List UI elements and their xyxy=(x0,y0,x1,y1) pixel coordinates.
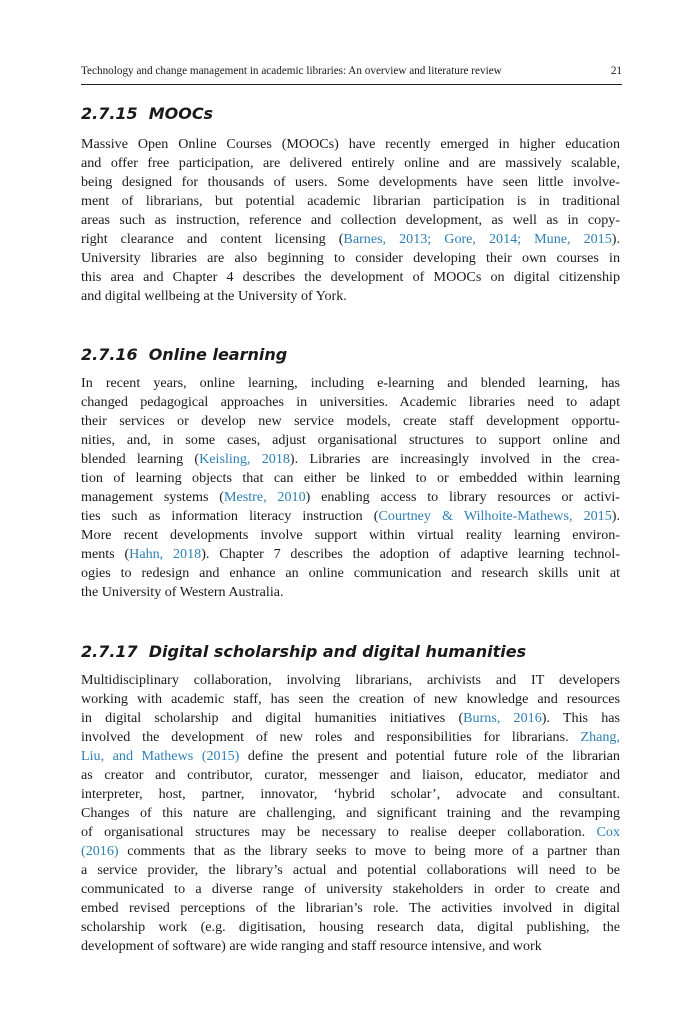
section-body-online-learning xyxy=(81,374,620,602)
section-heading-online-learning xyxy=(81,345,287,365)
text-line: ments (Hahn, 2018). Chapter 7 describes the adoption of adaptive learning technol- xyxy=(81,546,620,562)
text-line: management systems (Mestre, 2010) enabling access to library resources or activi- xyxy=(81,489,620,505)
text-line: ment of librarians, but potential academic librarian participation is in traditional xyxy=(81,193,620,209)
text-line: scholarship work (e.g. digitisation, housing research data, digital publishing, the xyxy=(81,919,620,935)
citation-link[interactable]: Burns, 2016 xyxy=(463,710,542,726)
section-title: Online learning xyxy=(148,345,288,364)
section-heading-moocs xyxy=(81,104,213,124)
text-line: and digital wellbeing at the University of York. xyxy=(81,288,347,304)
citation-link[interactable]: Cox xyxy=(596,824,620,840)
text-line: a service provider, the library’s actual and potential collaborations will need to be xyxy=(81,862,620,878)
text-line: areas such as instruction, reference and collection development, as well as in copy- xyxy=(81,212,620,228)
text-line: and offer free participation, are delivered entirely online and are massively scalable, xyxy=(81,155,620,171)
text-line: ogies to redesign and enhance an online communication and research skills unit at xyxy=(81,565,620,581)
section-number: 2.7.15 xyxy=(81,104,138,123)
section-title: Digital scholarship and digital humanities xyxy=(148,642,527,661)
citation-link[interactable]: Courtney & Wilhoite-Mathews, 2015 xyxy=(378,508,612,524)
section-body-moocs xyxy=(81,135,620,306)
text-line: Massive Open Online Courses (MOOCs) have recently emerged in higher education xyxy=(81,136,620,152)
text-line: of organisational structures may be necessary to realise deeper collaboration. Cox xyxy=(81,824,620,840)
text-line: being designed for thousands of users. Some developments have seen little involve- xyxy=(81,174,620,190)
text-line: as creator and contributor, curator, messenger and liaison, educator, mediator and xyxy=(81,767,620,783)
section-title: MOOCs xyxy=(148,104,214,123)
section-body-digital-scholarship xyxy=(81,671,620,956)
text-line: embed revised perceptions of the librarian’s role. The activities involved in digital xyxy=(81,900,620,916)
citation-link[interactable]: Barnes, 2013; Gore, 2014; Mune, 2015 xyxy=(343,231,612,247)
section-heading-digital-scholarship xyxy=(81,642,526,662)
text-line: working with academic staff, has seen the creation of new knowledge and resources xyxy=(81,691,620,707)
text-line: More recent developments involve support within virtual reality learning environ- xyxy=(81,527,620,543)
text-line: interpreter, host, partner, innovator, ‘hybrid scholar’, advocate and consultant. xyxy=(81,786,620,802)
text-line: their services or develop new service models, create staff development opportu- xyxy=(81,413,620,429)
citation-link[interactable]: Hahn, 2018 xyxy=(129,546,202,562)
running-header xyxy=(81,64,622,85)
text-line: tion of learning objects that can either be linked to or embedded within learning xyxy=(81,470,620,486)
text-line: right clearance and content licensing (Barnes, 2013; Gore, 2014; Mune, 2015). xyxy=(81,231,620,247)
text-line: the University of Western Australia. xyxy=(81,584,284,600)
text-line: In recent years, online learning, including e-learning and blended learning, has xyxy=(81,375,620,391)
text-line: ties such as information literacy instruction (Courtney & Wilhoite-Mathews, 2015). xyxy=(81,508,620,524)
text-line: changed pedagogical approaches in universities. Academic libraries need to adapt xyxy=(81,394,620,410)
text-line: involved the development of new roles and responsibilities for librarians. Zhang, xyxy=(81,729,620,745)
citation-link[interactable]: Zhang, xyxy=(580,729,620,745)
text-line: in digital scholarship and digital humanities initiatives (Burns, 2016). This has xyxy=(81,710,620,726)
citation-link[interactable]: Liu, and Mathews (2015) xyxy=(81,748,240,764)
text-line: blended learning (Keisling, 2018). Libraries are increasingly involved in the crea- xyxy=(81,451,620,467)
text-line: development of software) are wide ranging and staff resource intensive, and work xyxy=(81,938,542,954)
citation-link[interactable]: Keisling, 2018 xyxy=(199,451,290,467)
section-number: 2.7.17 xyxy=(81,642,138,661)
text-line: (2016) comments that as the library seeks to move to being more of a partner than xyxy=(81,843,620,859)
page-number: 21 xyxy=(610,65,622,77)
citation-link[interactable]: (2016) xyxy=(81,843,119,859)
citation-link[interactable]: Mestre, 2010 xyxy=(223,489,306,505)
section-number: 2.7.16 xyxy=(81,345,138,364)
text-line: nities, and, in some cases, adjust organisational structures to support online and xyxy=(81,432,620,448)
running-header-title: Technology and change management in academic libraries: An overview and literature review xyxy=(81,65,502,77)
text-line: this area and Chapter 4 describes the development of MOOCs on digital citizenship xyxy=(81,269,620,285)
text-line: Liu, and Mathews (2015) define the present and potential future role of the librarian xyxy=(81,748,620,764)
text-line: communicated to a diverse range of university stakeholders in order to create and xyxy=(81,881,620,897)
text-line: University libraries are also beginning to consider developing their own courses in xyxy=(81,250,620,266)
text-line: Changes of this nature are challenging, and significant training and the revamping xyxy=(81,805,620,821)
text-line: Multidisciplinary collaboration, involving librarians, archivists and IT developers xyxy=(81,672,620,688)
